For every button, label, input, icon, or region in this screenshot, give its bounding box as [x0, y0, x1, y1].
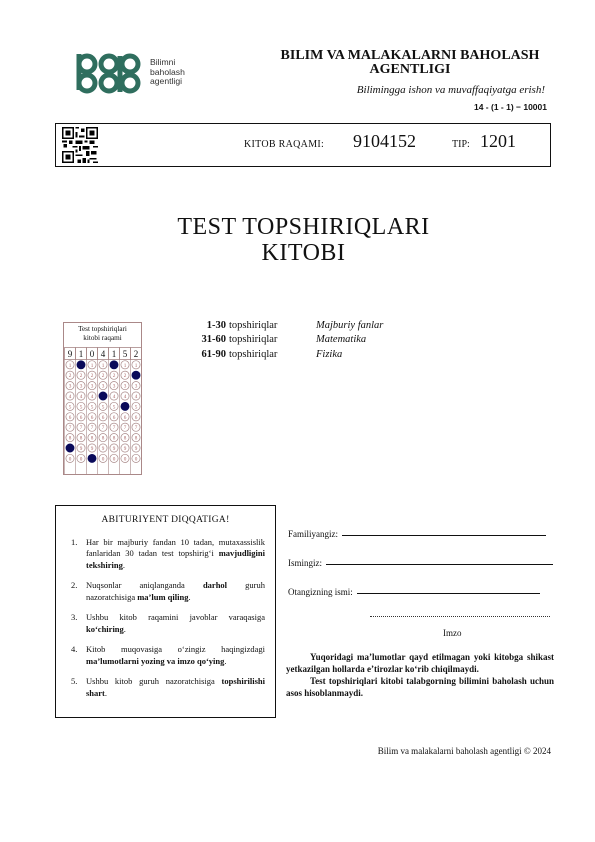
notice-item: 4. Kitob muqovasiga o‘zingiz haqingizdagi ma’lumotlarni yozing va imzo qo‘ying. — [71, 644, 265, 666]
bubble-label: 9 — [90, 446, 94, 452]
bubble-label: 8 — [134, 435, 138, 442]
footer-copyright: Bilim va malakalarni baholash agentligi © 2024 — [377, 746, 551, 756]
surname-line[interactable] — [342, 535, 546, 536]
digit-label: 4 — [100, 348, 106, 359]
bubble-label: 3 — [79, 383, 83, 390]
topic-row: 1-30 topshiriqlar Majburiy fanlar — [206, 319, 384, 331]
bubble-label: 4 — [90, 394, 94, 400]
bubble-label: 6 — [68, 414, 72, 421]
filled-bubble[interactable] — [132, 371, 140, 379]
bubble-label: 4 — [112, 394, 116, 400]
bubble-label: 8 — [101, 435, 105, 442]
notice-title: ABITURIYENT DIQQATIGA! — [101, 515, 230, 525]
bubble-label: 2 — [90, 373, 94, 380]
bubble-label: 8 — [90, 435, 94, 442]
bubble-label: 4 — [134, 394, 138, 400]
book-number-bubble-grid — [63, 322, 142, 475]
warning-paragraph: Test topshiriqlari kitobi talabgorning bilimini baholash uchun asos hisoblanmaydi. — [286, 676, 554, 698]
topic-row: 61-90 topshiriqlar Fizika — [201, 348, 343, 360]
bubble-label: 6 — [90, 414, 94, 421]
bubble-label: 1 — [134, 362, 138, 369]
bubble-label: 2 — [101, 373, 105, 380]
bubble-label: 7 — [112, 425, 116, 432]
bubble-label: 2 — [79, 373, 83, 380]
filled-bubble[interactable] — [121, 402, 129, 410]
bubble-label: 8 — [79, 435, 83, 442]
patronymic-field[interactable] — [288, 587, 540, 597]
bubble-label: 4 — [123, 394, 127, 400]
bubble-grid-svg — [64, 347, 141, 475]
agency-name: BILIM VA MALAKALARNI BAHOLASH AGENTLIGI — [280, 48, 540, 77]
bubble-label: 7 — [68, 425, 72, 432]
bubble-label: 0 — [112, 456, 116, 463]
bubble-grid-title: Test topshiriqlari kitobi raqami — [78, 325, 127, 342]
filled-bubble[interactable] — [88, 454, 96, 462]
bubble-label: 1 — [123, 362, 127, 369]
digit-label: 1 — [78, 348, 84, 359]
book-number-label: KITOB RAQAMI: — [244, 139, 325, 150]
filled-bubble[interactable] — [99, 392, 107, 400]
name-field[interactable] — [288, 558, 553, 568]
bubble-label: 8 — [68, 435, 72, 442]
warning-paragraph: Yuqoridagi ma’lumotlar qayd etilmagan yoki kitobga shikast yetkazilgan hollarda e’tirozlar ko‘rib chiqilmaydi. — [286, 652, 554, 674]
filled-bubble[interactable] — [66, 444, 74, 452]
patronymic-label: Otangizning ismi: — [288, 587, 353, 597]
bubble-label: 7 — [79, 425, 83, 432]
bubble-label: 7 — [90, 425, 94, 432]
name-line[interactable] — [326, 564, 553, 565]
bubble-label: 2 — [68, 373, 72, 380]
logo-text: Bilimni baholash agentligi — [150, 57, 185, 87]
warning-text — [286, 651, 554, 699]
bubble-label: 5 — [68, 404, 72, 411]
bubble-label: 2 — [112, 373, 116, 380]
bubble-label: 4 — [79, 394, 83, 400]
digit-label: 5 — [122, 348, 128, 359]
bubble-label: 5 — [90, 404, 94, 411]
surname-label: Familiyangiz: — [288, 529, 338, 539]
bubble-label: 3 — [68, 383, 72, 390]
notice-item: 3. Ushbu kitob raqamini javoblar varaqasiga ko‘chiring. — [71, 612, 265, 634]
book-number: 9104152 — [353, 131, 416, 151]
bubble-label: 0 — [79, 456, 83, 463]
name-label: Ismingiz: — [288, 558, 322, 568]
bubble-label: 6 — [101, 414, 105, 421]
bubble-label: 5 — [112, 404, 116, 411]
bubble-label: 6 — [79, 414, 83, 421]
patronymic-line[interactable] — [357, 593, 540, 594]
bubble-label: 5 — [134, 404, 138, 411]
bubble-label: 0 — [101, 456, 105, 463]
signature-label: Imzo — [443, 628, 462, 638]
bubble-label: 3 — [112, 383, 116, 390]
bubble-label: 5 — [79, 404, 83, 411]
bubble-label: 3 — [123, 383, 127, 390]
bubble-label: 6 — [112, 414, 116, 421]
filled-bubble[interactable] — [77, 361, 85, 369]
bubble-label: 6 — [134, 414, 138, 421]
agency-logo — [76, 52, 206, 96]
bubble-label: 7 — [123, 425, 127, 432]
bubble-label: 8 — [112, 435, 116, 442]
bubble-label: 5 — [101, 404, 105, 411]
bubble-label: 4 — [68, 394, 72, 400]
bubble-label: 8 — [123, 435, 127, 442]
notice-item: 5. Ushbu kitob guruh nazoratchisiga topshirilishi shart. — [71, 676, 265, 698]
signature-line[interactable] — [370, 616, 550, 617]
bubble-label: 1 — [101, 362, 105, 369]
bubble-label: 9 — [112, 446, 116, 452]
bubble-label: 9 — [79, 446, 83, 452]
digit-label: 2 — [133, 348, 139, 359]
bubble-label: 3 — [134, 383, 138, 390]
motto: Bilimingga ishon va muvaffaqiyatga erish! — [356, 84, 545, 96]
bubble-label: 1 — [68, 362, 72, 369]
tip-label: TIP: — [452, 139, 470, 150]
variant-code: 14 - (1 - 1) − 10001 — [473, 102, 547, 112]
filled-bubble[interactable] — [110, 361, 118, 369]
topic-list — [190, 318, 383, 362]
bubble-label: 3 — [101, 383, 105, 390]
bubble-label: 0 — [68, 456, 72, 463]
applicant-notice — [55, 505, 276, 718]
bubble-label: 3 — [90, 383, 94, 390]
bubble-label: 0 — [123, 456, 127, 463]
bubble-label: 1 — [90, 362, 94, 369]
bubble-label: 0 — [134, 456, 138, 463]
digit-label: 1 — [111, 348, 117, 359]
surname-field[interactable] — [288, 529, 546, 539]
page-title: TEST TOPSHIRIQLARI KITOBI — [177, 214, 430, 266]
bubble-label: 9 — [123, 446, 127, 452]
notice-item: 1. Har bir majburiy fandan 10 tadan, mutaxassislik fanlaridan 30 tadan test topshirig‘i mavjudligini tekshiring. — [71, 536, 265, 570]
book-number-box — [55, 123, 551, 167]
bubble-label: 9 — [134, 446, 138, 452]
bubble-label: 7 — [101, 425, 105, 432]
bubble-label: 6 — [123, 414, 127, 421]
qr-code-icon — [62, 127, 98, 163]
topic-row: 31-60 topshiriqlar Matematika — [201, 334, 367, 346]
bubble-label: 2 — [123, 373, 127, 380]
digit-label: 9 — [67, 348, 73, 359]
tip-number: 1201 — [480, 131, 516, 151]
notice-item: 2. Nuqsonlar aniqlanganda darhol guruh nazoratchisiga ma’lum qiling. — [71, 580, 265, 602]
bubble-label: 7 — [134, 425, 138, 432]
digit-label: 0 — [89, 348, 95, 359]
bubble-label: 9 — [101, 446, 105, 452]
